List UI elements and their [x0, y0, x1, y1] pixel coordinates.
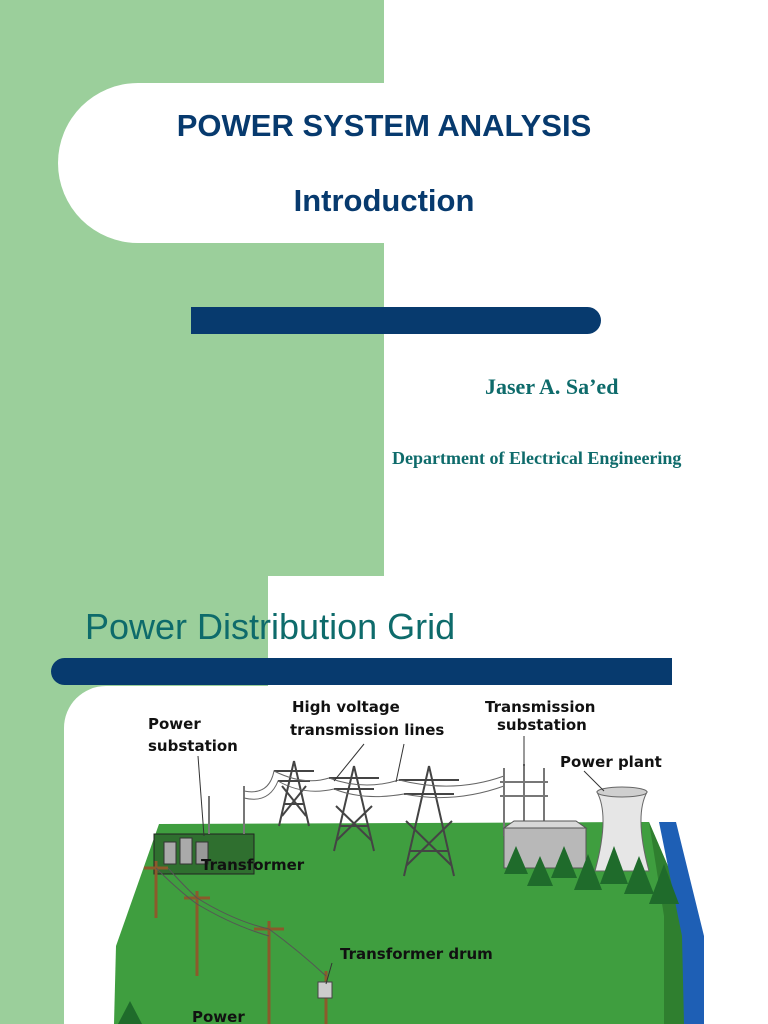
- department-name: Department of Electrical Engineering: [392, 448, 682, 468]
- label-hv-lines-1: High voltage: [292, 698, 400, 716]
- label-transformer-drum: Transformer drum: [340, 945, 493, 963]
- label-hv-lines-2: transmission lines: [290, 721, 445, 739]
- slide-title: Power Distribution Grid: [85, 606, 456, 647]
- label-power-plant: Power plant: [560, 753, 662, 771]
- label-power-substation-1: Power: [148, 715, 201, 733]
- title-banner: [58, 83, 768, 243]
- author-name: Jaser A. Sa’ed: [485, 374, 619, 399]
- label-power-partial: Power: [192, 1008, 245, 1024]
- accent-bar: [191, 307, 601, 334]
- label-transformer: Transformer: [201, 856, 305, 874]
- label-transmission-substation-1: Transmission: [485, 698, 596, 716]
- accent-bar: [51, 658, 672, 685]
- transformer-drum-icon: [318, 982, 332, 998]
- power-plant-icon: [504, 787, 649, 871]
- grid-slide: [0, 576, 768, 1024]
- slide-subtitle: Introduction: [293, 183, 475, 218]
- label-transmission-substation-2: substation: [497, 716, 587, 734]
- power-grid-illustration: [64, 686, 768, 1024]
- label-power-substation-2: substation: [148, 737, 238, 755]
- slide-title: POWER SYSTEM ANALYSIS: [176, 108, 592, 143]
